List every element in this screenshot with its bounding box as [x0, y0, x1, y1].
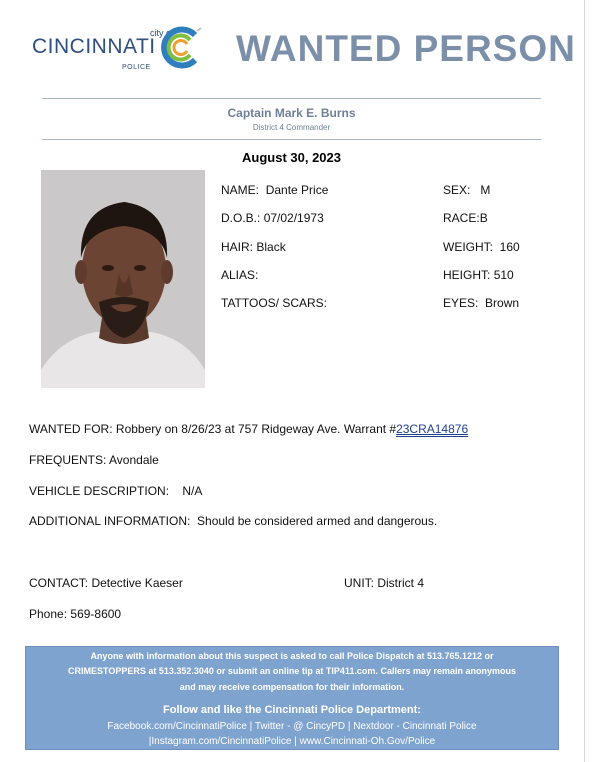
race-label: RACE: — [443, 211, 480, 225]
additional-info-line — [29, 514, 437, 528]
height-value: 510 — [493, 268, 514, 282]
vehicle-value: N/A — [182, 484, 203, 498]
weight-label: WEIGHT: — [443, 240, 493, 254]
vehicle-label: VEHICLE DESCRIPTION: — [29, 484, 170, 498]
captain-role: District 4 Commander — [252, 123, 331, 132]
race-field — [443, 211, 488, 225]
unit-line — [344, 576, 424, 590]
height-label: HEIGHT: — [443, 268, 491, 282]
dob-field — [221, 211, 324, 225]
sex-value: M — [480, 183, 491, 197]
hair-field — [221, 240, 286, 254]
weight-field — [443, 240, 520, 254]
logo-police-text: POLICE — [122, 64, 151, 71]
logo-name-text: CINCINNATI — [32, 35, 156, 58]
alias-field — [221, 268, 258, 282]
footer-line-1: Anyone with information about this suspect is asked to call Police Dispatch at 513.765.1212 or — [90, 651, 494, 661]
frequents-line — [29, 453, 159, 467]
height-field — [443, 268, 514, 282]
phone-line — [29, 607, 121, 621]
logo-c-icon — [157, 25, 202, 70]
dob-value: 07/02/1973 — [263, 211, 324, 225]
footer-line-2: CRIMESTOPPERS at 513.352.3040 or submit an online tip at TIP411.com. Callers may remain anonymous — [68, 666, 516, 676]
frequents-label: FREQUENTS: — [29, 453, 107, 467]
name-label: NAME: — [221, 183, 260, 197]
additional-info-value: Should be considered armed and dangerous. — [197, 514, 438, 528]
header-divider-bottom — [42, 139, 541, 140]
unit-value: District 4 — [377, 576, 425, 590]
captain-name: Captain Mark E. Burns — [227, 106, 356, 120]
tattoos-field — [221, 296, 327, 310]
page-title: WANTED PERSON — [236, 28, 576, 69]
page-edge — [584, 0, 585, 762]
warrant-number: 23CRA14876 — [396, 422, 469, 436]
alias-label: ALIAS: — [221, 268, 259, 282]
sex-label: SEX: — [443, 183, 471, 197]
eyes-field — [443, 296, 519, 310]
footer-social-links-1[interactable]: Facebook.com/CincinnatiPolice | Twitter - @ CincyPD | Nextdoor - Cincinnati Police — [107, 721, 477, 732]
logo-city-text: city of — [150, 28, 174, 38]
unit-label: UNIT: — [344, 576, 374, 590]
frequents-value: Avondale — [109, 453, 159, 467]
name-field — [221, 183, 328, 197]
contact-value: Detective Kaeser — [91, 576, 183, 590]
hair-label: HAIR: — [221, 240, 254, 254]
bulletin-date: August 30, 2023 — [242, 150, 341, 165]
wanted-for-label: WANTED FOR: — [29, 422, 113, 436]
suspect-photo — [41, 170, 205, 388]
phone-value: 569-8600 — [70, 607, 122, 621]
sex-field — [443, 183, 490, 197]
cincinnati-police-logo — [32, 24, 207, 74]
eyes-label: EYES: — [443, 296, 479, 310]
wanted-for-value: Robbery on 8/26/23 at 757 Ridgeway Ave. Warrant # — [115, 422, 397, 436]
vehicle-line — [29, 484, 202, 498]
dob-label: D.O.B.: — [221, 211, 261, 225]
phone-label: Phone: — [29, 607, 68, 621]
hair-value: Black — [256, 240, 286, 254]
footer-info-box — [25, 646, 559, 750]
contact-label: CONTACT: — [29, 576, 89, 590]
name-value: Dante Price — [265, 183, 329, 197]
footer-line-3: and may receive compensation for their information. — [179, 682, 405, 692]
footer-social-links-2[interactable]: |Instagram.com/CincinnatiPolice | www.Cincinnati-Oh.Gov/Police — [148, 736, 436, 747]
footer-follow: Follow and like the Cincinnati Police Department: — [163, 704, 421, 716]
eyes-value: Brown — [485, 296, 520, 310]
race-value: B — [479, 211, 488, 225]
tattoos-label: TATTOOS/ SCARS: — [221, 296, 328, 310]
weight-value: 160 — [499, 240, 520, 254]
header-divider-top — [42, 98, 541, 99]
contact-line — [29, 576, 183, 590]
additional-info-label: ADDITIONAL INFORMATION: — [29, 514, 191, 528]
wanted-for-line — [29, 422, 468, 436]
